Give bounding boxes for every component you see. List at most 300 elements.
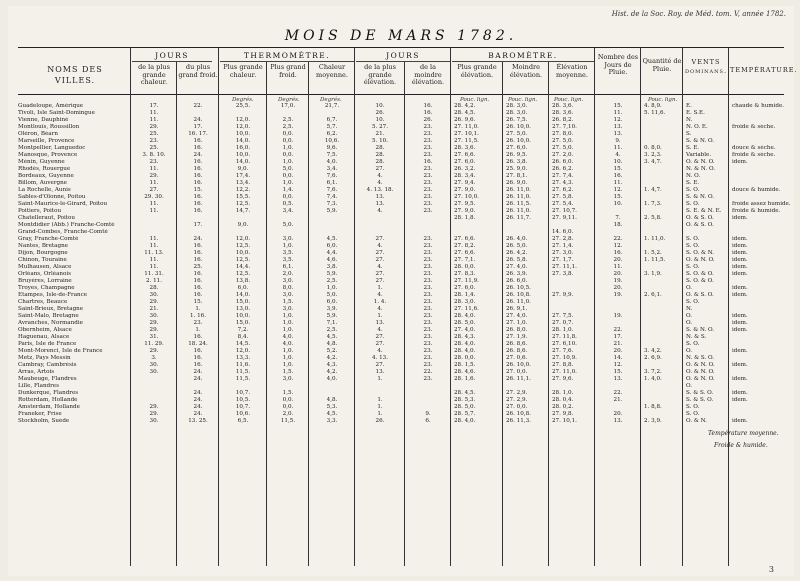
cell-pmin: 23. [423,257,433,263]
cell-pmin: 16. [423,159,433,165]
cell-town: Mulhausen, Alsace [18,264,72,270]
cell-wind: O. & S. O. [686,292,714,298]
cell-tmean: 6,0. [326,299,338,305]
cell-bmean: 27. 2,0. [552,152,574,158]
cell-tmin: 3,0. [282,292,294,298]
cell-tmean: 6,1. [326,180,338,186]
cell-bmean: 27. 9,8. [552,411,574,417]
unit-label: Degrés. [320,97,342,103]
cell-pmax: 21. [375,131,385,137]
cell-cold: 24. [193,411,203,417]
cell-tmin: 3,0. [282,236,294,242]
cell-fair: 11. [149,110,159,116]
cell-fair: 11. [149,264,159,270]
cell-tmax: 10,5. [235,397,251,403]
cell-pmax: 27. [375,250,385,256]
cell-bmean: 27. 3,8. [552,271,574,277]
cell-tmean: 10,6. [324,138,340,144]
cell-town: Dijon, Bourgogne [18,250,68,256]
table-row [18,145,784,152]
cell-tmin: 1,0. [282,320,294,326]
cell-qty: 2. 5,8. [644,215,662,221]
cell-bmean: 27. 8,0. [552,131,574,137]
cell-rain: 11. [613,145,623,151]
cell-cold: 16. [193,145,203,151]
cell-pmin: 23. [423,313,433,319]
cell-qty: 3. 7,2. [644,369,662,375]
cell-pmax: 4. [377,243,383,249]
cell-pmax: 1. [377,376,383,382]
column-header-bmean: Élévation moyenne. [556,63,588,79]
footnote: Froide & humide. [714,442,768,449]
cell-fair: 11. [149,236,159,242]
cell-bmin: 26. 5,0. [506,243,528,249]
table-row [18,117,784,124]
cell-cold: 24. [193,404,203,410]
cell-bmax: 28. 4,5. [454,110,476,116]
cell-pmin: 23. [423,243,433,249]
top-rule [18,47,784,48]
cell-tmean: 2,5. [326,278,338,284]
table-row [18,397,784,404]
column-header-tmin: Plus grand froid. [270,63,306,79]
cell-bmin: 26. 8,6. [506,341,528,347]
cell-cold: 16. [193,334,203,340]
cell-tmin: 1,0. [282,348,294,354]
cell-temp: idem. [732,348,748,354]
cell-rain: 12. [613,187,623,193]
cell-bmax: 28. 5,7. [454,411,476,417]
cell-wind: O. [686,285,693,291]
cell-bmin: 26. 11,0. [506,208,531,214]
cell-temp: chaude & humide. [732,103,785,109]
cell-tmax: 7,2. [237,327,249,333]
cell-wind: S. [686,131,692,137]
cell-bmin: 26. 11,0. [506,194,531,200]
cell-tmin: 1,0. [282,327,294,333]
cell-tmax: 13,3. [235,355,251,361]
cell-rain: 12. [613,117,623,123]
table-row [18,103,784,110]
column-header-tmean: Chaleur moyenne. [316,63,348,79]
cell-pmax: 10. [375,103,385,109]
cell-pmax: 1. [377,313,383,319]
cell-town: Metz, Pays Messin [18,355,71,361]
cell-qty: 2. 6,1. [644,292,662,298]
column-header-temperature: TEMPÉRATURE. [730,66,798,74]
cell-tmax: 9,0. [237,166,249,172]
cell-tmax: 15,0. [235,320,251,326]
cell-pmax: 27. [375,236,385,242]
cell-temp: froide & humide. [732,208,781,214]
cell-bmin: 26. 10,0. [506,362,531,368]
cell-bmin: 27. 6,0. [506,145,528,151]
cell-bmin: 27. 5,0. [506,131,528,137]
cell-bmin: 26. 8,0. [506,327,528,333]
cell-town: Ménin, Guyenne [18,159,65,165]
cell-pmax: 13. [375,194,385,200]
cell-cold: 24. [193,117,203,123]
cell-tmax: 9,0. [237,222,249,228]
column-header-fair: de la plus grande chaleur. [138,63,170,86]
cell-pmin: 23. [423,376,433,382]
cell-temp: idem. [732,257,748,263]
table-row [18,299,784,306]
cell-cold: 24. [193,397,203,403]
cell-tmean: 5,7. [326,124,338,130]
cell-rain: 22. [613,390,623,396]
cell-tmean: 4,8. [326,341,338,347]
cell-fair: 29. [149,299,159,305]
cell-town: Franeker, Frise [18,411,62,417]
cell-wind: S. O. & O. [686,278,714,284]
cell-bmean: 27. 5,0. [552,138,574,144]
group-rule [356,61,450,62]
cell-fair: 3. [151,355,157,361]
cell-fair: 30. [149,418,159,424]
table-row [18,292,784,299]
cell-wind: O. & N. O. [686,376,715,382]
cell-pmin: 23. [423,187,433,193]
cell-pmax: 1. [377,404,383,410]
cell-tmax: 10,7. [235,390,251,396]
cell-cold: 16. [193,194,203,200]
cell-pmin: 23. [423,124,433,130]
cell-tmean: 7,5. [326,152,338,158]
cell-bmax: 28. 3,0. [454,299,476,305]
cell-town: Haguenau, Alsace [18,334,70,340]
cell-bmean: 27. 9,9. [552,292,574,298]
cell-pmax: 13. [375,369,385,375]
cell-tmean: 5,9. [326,208,338,214]
cell-fair: 29. [149,348,159,354]
table-row [18,201,791,208]
cell-wind: E. [686,103,692,109]
cell-cold: 16. [193,278,203,284]
cell-pmax: 26. [375,110,385,116]
cell-bmax: 27. 8,2. [454,243,476,249]
cell-temp: idem. [732,264,748,270]
cell-temp: idem. [732,376,748,382]
table-row [18,257,784,264]
cell-bmax: 26. 9,6. [454,117,476,123]
cell-bmax: 28. 4,6. [454,369,476,375]
cell-tmin: 1,0. [282,159,294,165]
cell-pmax: 4. [377,180,383,186]
cell-tmin: 3,0. [282,306,294,312]
cell-tmin: 3,0. [282,376,294,382]
cell-wind: O. [686,313,693,319]
unit-label: Pouc. lign. [460,97,490,103]
cell-wind: S. O. [686,341,700,347]
cell-rain: 12. [613,243,623,249]
cell-town: Rotterdam, Hollande [18,397,78,403]
cell-pmax: 28. [375,159,385,165]
cell-tmin: 3,0. [282,278,294,284]
cell-town: Chinon, Touraine [18,257,67,263]
table-row [18,264,784,271]
cell-tmean: 3,3. [326,418,338,424]
table-row [18,369,784,376]
table-row [18,222,784,229]
cell-tmin: 11,5. [280,418,296,424]
cell-rain: 13. [613,376,623,382]
cell-fair: 31. [149,334,159,340]
column-header-rain: Nombre des Jours de Pluie. [597,53,639,76]
table-row [18,124,784,131]
cell-temp: idem. [732,390,748,396]
cell-bmax: 27. 11,5. [454,138,479,144]
cell-cold: 17. [193,222,203,228]
cell-bmean: 27. 1,7. [552,257,574,263]
cell-tmean: 4,4. [326,250,338,256]
table-row [18,173,784,180]
cell-qty: 3. 4,7. [644,159,662,165]
column-header-bmin: Moindre élévation. [509,63,543,79]
cell-tmean: 2,5. [326,327,338,333]
cell-bmean: 27. 9,11. [552,215,577,221]
cell-bmean: 27. 11,8. [552,334,577,340]
cell-fair: 29. [149,404,159,410]
cell-wind: O. & N. O. [686,369,715,375]
cell-tmean: 4,0. [326,376,338,382]
cell-tmax: 12,5. [235,201,251,207]
cell-wind: O. & S. O. [686,215,714,221]
cell-cold: 22. [193,103,203,109]
cell-town: Bordeaux, Guyenne [18,173,74,179]
cell-qty: 1. 4,7. [644,187,662,193]
cell-bmax: 27. 11,0. [454,124,479,130]
column-header-towns: NOMS DES VILLES. [47,65,103,85]
cell-tmean: 7,1. [326,320,338,326]
cell-bmin: 26. 10,8. [506,292,531,298]
cell-pmin: 22. [423,369,433,375]
cell-town: La Rochelle, Aunis [18,187,71,193]
table-row [18,278,784,285]
cell-temp: douce & humide. [732,187,781,193]
cell-wind: S. O. [686,264,700,270]
table-row [18,215,784,222]
cell-town: Manosque, Provence [18,152,78,158]
cell-pmax: 1. [377,397,383,403]
cell-bmax: 28. 4,0. [454,313,476,319]
cell-tmax: 10,6. [235,411,251,417]
cell-fair: 21. [149,306,159,312]
group-header-thermometre: THERMOMÈTRE. [243,51,331,60]
cell-bmin: 26. 9,1. [506,306,528,312]
cell-tmin: 2,0. [282,411,294,417]
cell-tmean: 7,6. [326,173,338,179]
cell-rain: 16. [613,250,623,256]
cell-tmean: 9,6. [326,145,338,151]
cell-town: Avranches, Normandie [18,320,83,326]
cell-cold: 24. [193,369,203,375]
cell-tmax: 12,0. [235,124,251,130]
cell-wind: S. O. [686,404,700,410]
cell-tmax: 10,0. [235,250,251,256]
cell-temp: douce & sèche. [732,145,776,151]
cell-pmax: 13. [375,201,385,207]
cell-bmax: 28. 3,6. [454,145,476,151]
cell-bmax: 28. 0,0. [454,355,476,361]
cell-bmin: 26. 7,5. [506,117,528,123]
cell-pmax: 27. [375,166,385,172]
cell-tmax: 16,0. [235,145,251,151]
cell-fair: 23. [149,138,159,144]
cell-bmin: 27. 2,9. [506,390,528,396]
cell-temp: froide & sèche. [732,152,776,158]
cell-bmin: 26. 10,5. [506,285,531,291]
cell-tmax: 17,4. [235,173,251,179]
cell-tmax: 12,5. [235,257,251,263]
cell-bmean: 27. 7,4. [552,173,574,179]
cell-pmin: 23. [423,180,433,186]
cell-fair: 29. 30. [144,194,164,200]
cell-wind: S. E. & N. E. [686,208,722,214]
cell-tmin: 0,0. [282,152,294,158]
cell-wind: N. [686,117,693,123]
document-page [8,6,798,576]
cell-pmin: 23. [423,208,433,214]
cell-fair: 29. [149,173,159,179]
cell-town: Bruyères, Lorraine [18,278,72,284]
cell-pmin: 23. [423,145,433,151]
cell-bmin: 26. 8,6. [506,348,528,354]
cell-bmax: 27. 10,1. [454,131,479,137]
cell-tmin: 0,0. [282,194,294,200]
cell-temp: idem. [732,250,748,256]
unit-label: Degrés. [278,97,300,103]
cell-bmean: 27. 7,10. [552,124,577,130]
cell-pmax: 4. 13. 18. [366,187,394,193]
cell-bmax: 27. 11,6. [454,306,479,312]
cell-bmax: 28. 1,5. [454,362,476,368]
cell-bmax: 27. 6,6. [454,250,476,256]
cell-bmax: 27. 9,0. [454,208,476,214]
cell-wind: S. O. [686,201,700,207]
cell-bmin: 27. 0,6. [506,355,528,361]
cell-fair: 27. [149,187,159,193]
cell-tmax: 6,5. [237,418,249,424]
cell-cold: 16. [193,173,203,179]
cell-rain: 15. [613,194,623,200]
cell-fair: 11. [149,208,159,214]
cell-bmax: 28. 4,0. [454,418,476,424]
cell-fair: 11. [149,117,159,123]
cell-tmean: 4,6. [326,257,338,263]
cell-tmin: 4,0. [282,334,294,340]
cell-rain: 15. [613,103,623,109]
table-row [18,306,784,313]
cell-bmin: 27. 0,0. [506,369,528,375]
cell-pmin: 23. [423,278,433,284]
cell-tmin: 0,5. [282,201,294,207]
cell-tmin: 1,0. [282,145,294,151]
cell-rain: 13. [613,131,623,137]
cell-tmin: 0,0. [282,404,294,410]
cell-bmax: 27. 6,0. [454,159,476,165]
column-header-pmin: de la moindre élévation. [411,63,445,86]
cell-bmean: 27. 4,3. [552,180,574,186]
cell-cold: 23. [193,320,203,326]
cell-tmax: 6,0. [237,285,249,291]
cell-rain: 14. [613,355,623,361]
cell-bmean: 28. 0,4. [552,397,574,403]
cell-pmax: 1. [377,411,383,417]
cell-cold: 16. [193,180,203,186]
cell-qty: 3. 1,9. [644,271,662,277]
cell-tmin: 0,0. [282,173,294,179]
cell-tmax: 10,0. [235,152,251,158]
cell-tmean: 3,8. [326,264,338,270]
cell-bmean: 27. 1,4. [552,243,574,249]
table-row [18,236,784,243]
column-header-qty: Quantité de Pluie. [642,57,682,73]
cell-rain: 9. [615,138,621,144]
cell-rain: 12. [613,362,623,368]
cell-bmin: 26. 3,9. [506,271,528,277]
cell-cold: 24. [193,376,203,382]
cell-tmean: 4,2. [326,355,338,361]
cell-tmean: 7,6. [326,187,338,193]
table-row [18,376,784,383]
cell-pmax: 13. [375,320,385,326]
cell-fair: 11. 13. [144,250,164,256]
cell-wind: S. E. [686,145,700,151]
cell-pmin: 23. [423,320,433,326]
table-row [18,229,784,236]
cell-bmin: 26. 11,5. [506,201,531,207]
table-row [18,383,784,390]
cell-bmean: 27. 10,7. [552,208,577,214]
cell-pmax: 27. [375,341,385,347]
cell-qty: 3. 4,2. [644,348,662,354]
cell-bmean: 27. 11,1. [552,264,577,270]
cell-bmin: 26. 10,0. [506,138,531,144]
table-row [18,180,784,187]
cell-bmin: 27. 2,9. [506,397,528,403]
cell-rain: 4. [615,152,621,158]
cell-tmin: 5,0. [282,222,294,228]
cell-rain: 10. [613,159,623,165]
cell-wind: N. & S. O. [686,355,715,361]
cell-town: Montpellier, Languedoc [18,145,86,151]
cell-tmin: 1,0. [282,180,294,186]
cell-fair: 29. [149,124,159,130]
cell-pmin: 23. [423,173,433,179]
cell-tmax: 13,0. [235,306,251,312]
cell-town: Dunkerque, Flandres [18,390,79,396]
cell-town: Lille, Flandres [18,383,59,389]
cell-fair: 11. 29. [144,341,164,347]
cell-cold: 18. 24. [188,341,208,347]
cell-fair: 29. [149,327,159,333]
cell-qty: 2. 3,9. [644,418,662,424]
cell-rain: 20. [613,348,623,354]
cell-wind: S. & N. O. [686,327,715,333]
cell-tmean: 7,3. [326,201,338,207]
cell-temp: idem. [732,397,748,403]
cell-tmin: 1,4. [282,187,294,193]
cell-town: Saint-Brieux, Bretagne [18,306,84,312]
cell-tmax: 12,5. [235,243,251,249]
cell-town: Maubeuge, Flandres [18,376,77,382]
cell-rain: 20. [613,411,623,417]
cell-tmean: 4,5. [326,236,338,242]
cell-tmean: 4,2. [326,369,338,375]
cell-pmax: 1. 4. [373,299,387,305]
column-header-pmax: de la plus grande élévation. [363,63,397,86]
